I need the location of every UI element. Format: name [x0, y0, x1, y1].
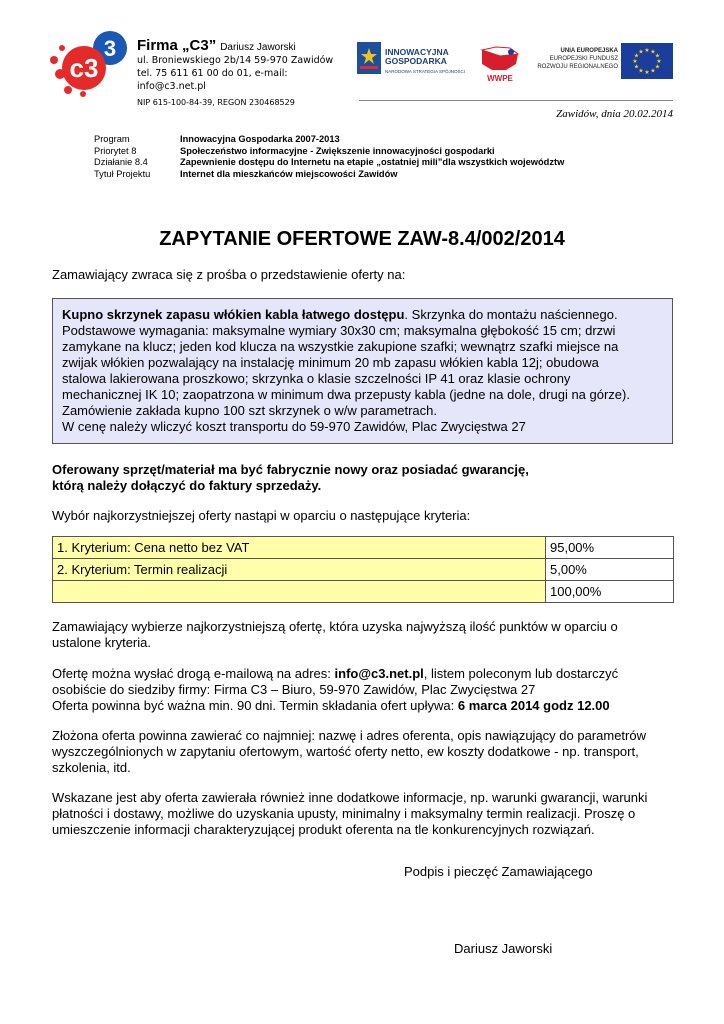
criterion-total: 100,00% — [546, 581, 674, 603]
svg-text:★: ★ — [633, 52, 640, 60]
offer-contents-text: Złożona oferta powinna zawierać co najmniej: nazwę i adres oferenta, opis nawiązujący do parametrów wyszczególnionych w zapytaniu ofertowym, wartość oferty netto, ew koszty dodatkowe - np. transport, szkolenia, itd. — [52, 728, 646, 775]
svg-text:★: ★ — [638, 48, 644, 56]
svg-text:★: ★ — [638, 67, 644, 75]
offer-line: mechanicznej IK 10; zaopatrzona w minimum dwa przepusty kabla (jedne na dole, drugi na górze). — [62, 387, 630, 402]
offer-line: Podstawowe wymagania: maksymalne wymiary 30x30 cm; maksymalna głębokość 15 cm; drzwi — [62, 323, 616, 338]
program-row: Program Innowacyjna Gospodarka 2007-2013 — [94, 134, 340, 144]
firm-address: ul. Broniewskiego 2b/14 59-970 Zawidów — [137, 55, 334, 66]
ig-subtitle: NARODOWA STRATEGIA SPÓJNOŚCI — [385, 69, 466, 74]
eu-fund-text: UNIA EUROPEJSKA EUROPEJSKI FUNDUSZ ROZWOJU REGIONALNEGO — [537, 48, 618, 70]
program-info — [94, 134, 564, 180]
contact-email: info@c3.net.pl — [334, 666, 424, 681]
signature-label: Podpis i pieczęć Zamawiającego — [404, 864, 593, 879]
criterion-name: 1. Kryterium: Cena netto bez VAT — [53, 537, 546, 559]
document-title: ZAPYTANIE OFERTOWE ZAW-8.4/002/2014 — [159, 228, 565, 250]
criteria-table — [52, 536, 674, 603]
criteria-intro: Wybór najkorzystniejszej oferty nastąpi w oparciu o następujące kryteria: — [52, 508, 471, 523]
firm-contact: tel. 75 611 61 00 do 01, e-mail: info@c3.net.pl — [137, 68, 288, 92]
ig-star-icon — [357, 42, 381, 74]
firm-info — [137, 37, 352, 109]
firm-owner: Dariusz Jaworski — [220, 42, 296, 53]
signer-name: Dariusz Jaworski — [454, 941, 553, 956]
svg-text:★: ★ — [654, 52, 661, 60]
offer-line: zwijak włókien pozwalający na instalację minimum 20 mb zapasu włókien kabla 12j; obudowa — [62, 355, 599, 370]
firm-nip: NIP 615-100-84-39, REGON 230468529 — [137, 98, 295, 107]
intro-text: Zamawiający zwraca się z prośba o przedstawienie oferty na: — [52, 267, 406, 282]
svg-text:★: ★ — [654, 63, 661, 71]
header-divider — [359, 100, 673, 101]
svg-text:★: ★ — [633, 63, 640, 71]
offer-line: Zamówienie zakłada kupno 100 szt skrzynek o w/w parametrach. — [62, 403, 438, 418]
svg-text:★: ★ — [644, 47, 650, 54]
criterion-name — [53, 581, 546, 603]
offer-line: W cenę należy wliczyć koszt transportu do 59-970 Zawidów, Plac Zwycięstwa 27 — [62, 419, 526, 434]
offer-line: zamykane na klucz; jeden kod klucza na wszystkie zakupione szafki; wewnątrz szafki miejsce na — [62, 339, 619, 354]
program-row: Tytuł Projektu Internet dla mieszkańców miejscowości Zawidów — [94, 168, 398, 179]
eu-flag-icon — [621, 43, 673, 79]
poland-map-icon — [476, 44, 524, 74]
program-row: Działanie 8.4 Zapewnienie dostępu do Internetu na etapie „ostatniej mili”dla wszystkich województw — [94, 157, 565, 167]
svg-text:★: ★ — [632, 58, 638, 65]
table-row — [53, 537, 674, 559]
svg-text:3: 3 — [103, 36, 117, 61]
wwpe-logo: WWPE — [476, 44, 524, 84]
offer-lead: Kupno skrzynek zapasu włókien kabla łatwego dostępu — [62, 307, 405, 322]
table-row — [53, 559, 674, 581]
submission-deadline: 6 marca 2014 godz 12.00 — [457, 698, 610, 713]
svg-text:★: ★ — [656, 58, 662, 65]
additional-info-text: Wskazane jest aby oferta zawierała również inne dodatkowe informacje, np. warunki gwarancji, warunki płatności i dostawy, możliwe do uzyskania upusty, minimalny i maksymalny termin realizacji. Proszę o umieszczenie informacji charakteryzującej produkt oferenta na tle konkurencyjnych rozwiązań. — [52, 790, 648, 837]
c3-logo — [48, 30, 132, 98]
warranty-note: Oferowany sprzęt/materiał ma być fabrycznie nowy oraz posiadać gwarancję, którą należy dołączyć do faktury sprzedaży. — [52, 462, 529, 493]
letterhead — [0, 0, 724, 107]
selection-text: Zamawiający wybierze najkorzystniejszą ofertę, która uzyska najwyższą ilość punktów w oparciu o ustalone kryteria. — [52, 619, 618, 650]
table-row — [53, 581, 674, 603]
offer-line: stalowa lakierowana proszkowo; skrzynka o klasie szczelności IP 41 oraz klasie ochrony — [62, 371, 571, 386]
submission-text: Ofertę można wysłać drogą e-mailową na adres: info@c3.net.pl, listem poleconym lub dostarczyć osobiście do siedziby firmy: Firma C3 – Biuro, 59-970 Zawidów, Plac Zwycięstwa 27 Oferta powinna być ważna min. 90 dni. Termin składania ofert upływa: 6 marca 2014 godz 12.00 — [52, 666, 619, 713]
svg-text:★: ★ — [644, 69, 650, 76]
offer-line: Kupno skrzynek zapasu włókien kabla łatwego dostępu. Skrzynka do montażu naściennego. — [62, 307, 618, 322]
svg-text:c3: c3 — [69, 53, 99, 83]
ig-text: INNOWACYJNA GOSPODARKA — [385, 47, 449, 66]
firm-title: Firma „C3” Dariusz Jaworski — [137, 37, 296, 54]
svg-text:★: ★ — [650, 67, 656, 75]
svg-text:★: ★ — [650, 48, 656, 56]
offer-description-box — [52, 298, 673, 444]
innowacyjna-gospodarka-logo — [357, 42, 465, 78]
criterion-name: 2. Kryterium: Termin realizacji — [53, 559, 546, 581]
program-row: Priorytet 8 Społeczeństwo informacyjne - Zwiększenie innowacyjności gospodarki — [94, 145, 495, 156]
document-date: Zawidów, dnia 20.02.2014 — [556, 108, 673, 120]
criterion-weight: 95,00% — [546, 537, 674, 559]
criterion-weight: 5,00% — [546, 559, 674, 581]
